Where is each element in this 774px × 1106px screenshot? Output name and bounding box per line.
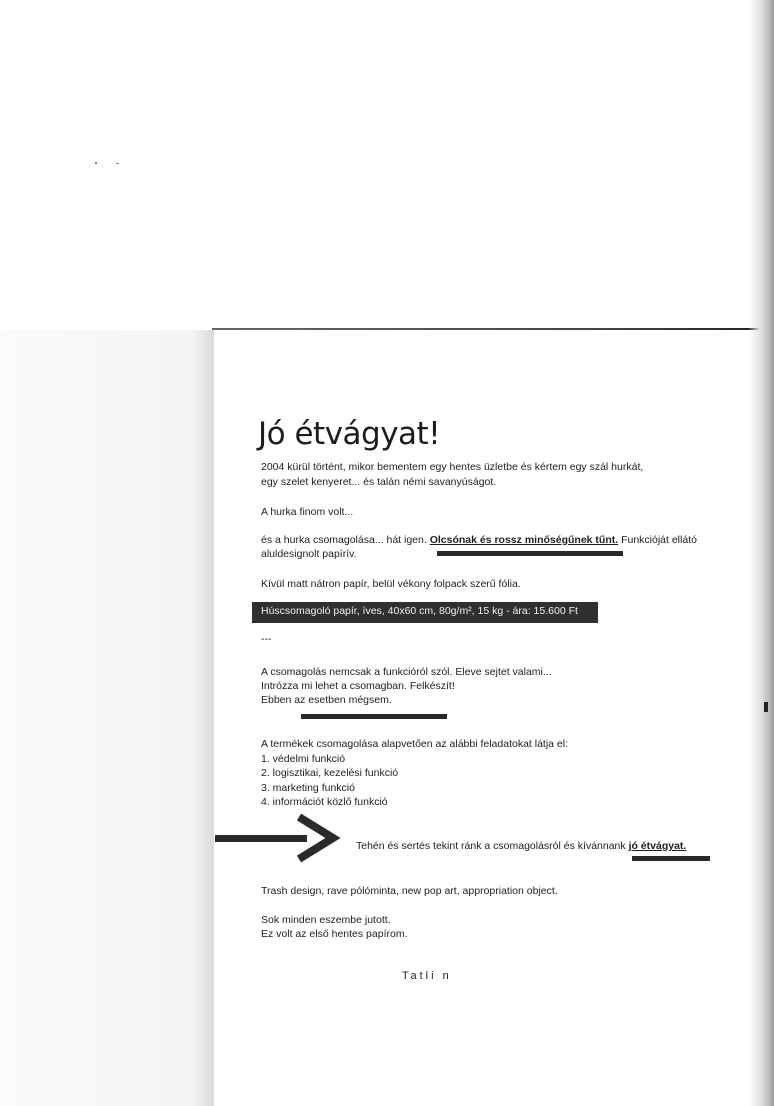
- list-item: 4. információt közlő funkció: [261, 796, 388, 808]
- list-item: 3. marketing funkció: [261, 782, 355, 794]
- paragraph-line: aluldesignolt papírív.: [261, 548, 357, 560]
- page-title: Jó étvágyat!: [258, 416, 441, 452]
- page-fold-line: [212, 328, 772, 330]
- highlighted-phrase: Olcsónak és rossz minőségűnek tűnt.: [429, 534, 619, 546]
- price-banner: Húscsomagoló papír, íves, 40x60 cm, 80g/m², 15 kg - ára: 15.600 Ft: [252, 602, 598, 623]
- paragraph-line: Trash design, rave pólóminta, new pop art, appropriation object.: [261, 885, 558, 897]
- list-intro: A termékek csomagolása alapvetően az alábbi feladatokat látja el:: [261, 738, 569, 750]
- text-run: és a hurka csomagolása... hát igen.: [261, 534, 430, 546]
- arrow-icon: [215, 812, 345, 868]
- paragraph-line: egy szelet kenyeret... és talán némi savanyúságot.: [261, 476, 497, 488]
- redaction-bar: [301, 714, 447, 719]
- author-signature: Tatli n: [402, 970, 452, 982]
- separator: ---: [261, 633, 272, 645]
- highlighted-phrase: jó étvágyat.: [628, 840, 687, 852]
- paragraph-line: Sok minden eszembe jutott.: [261, 914, 391, 926]
- paragraph-line: A hurka finom volt...: [261, 506, 354, 518]
- text-run: Tehén és sertés tekint ránk a csomagolásról és kívánnank: [356, 840, 629, 852]
- redaction-bar: [437, 551, 623, 556]
- redaction-bar: [632, 856, 710, 861]
- paragraph-line: Kívül matt nátron papír, belül vékony folpack szerű fólia.: [261, 578, 521, 590]
- paragraph-line: A csomagolás nemcsak a funkcióról szól. Eleve sejtet valami...: [261, 666, 552, 678]
- scan-shadow: [0, 330, 214, 1106]
- scan-right-edge: [748, 0, 774, 1106]
- paragraph-line: Ebben az esetben mégsem.: [261, 694, 392, 706]
- arrow-caption: [356, 839, 686, 853]
- list-item: 1. védelmi funkció: [261, 753, 346, 765]
- paragraph-line: [261, 533, 697, 547]
- list-item: 2. logisztikai, kezelési funkció: [261, 767, 399, 779]
- scan-speck: [95, 162, 97, 164]
- paragraph-line: Intrózza mi lehet a csomagban. Felkészít!: [261, 680, 455, 692]
- binder-mark: [764, 702, 768, 712]
- paragraph-line: 2004 kürül történt, mikor bementem egy hentes üzletbe és kértem egy szál hurkát,: [261, 461, 644, 473]
- text-run: Funkcióját ellátó: [618, 534, 697, 546]
- paragraph-line: Ez volt az első hentes papírom.: [261, 928, 408, 940]
- scan-speck: [116, 163, 119, 164]
